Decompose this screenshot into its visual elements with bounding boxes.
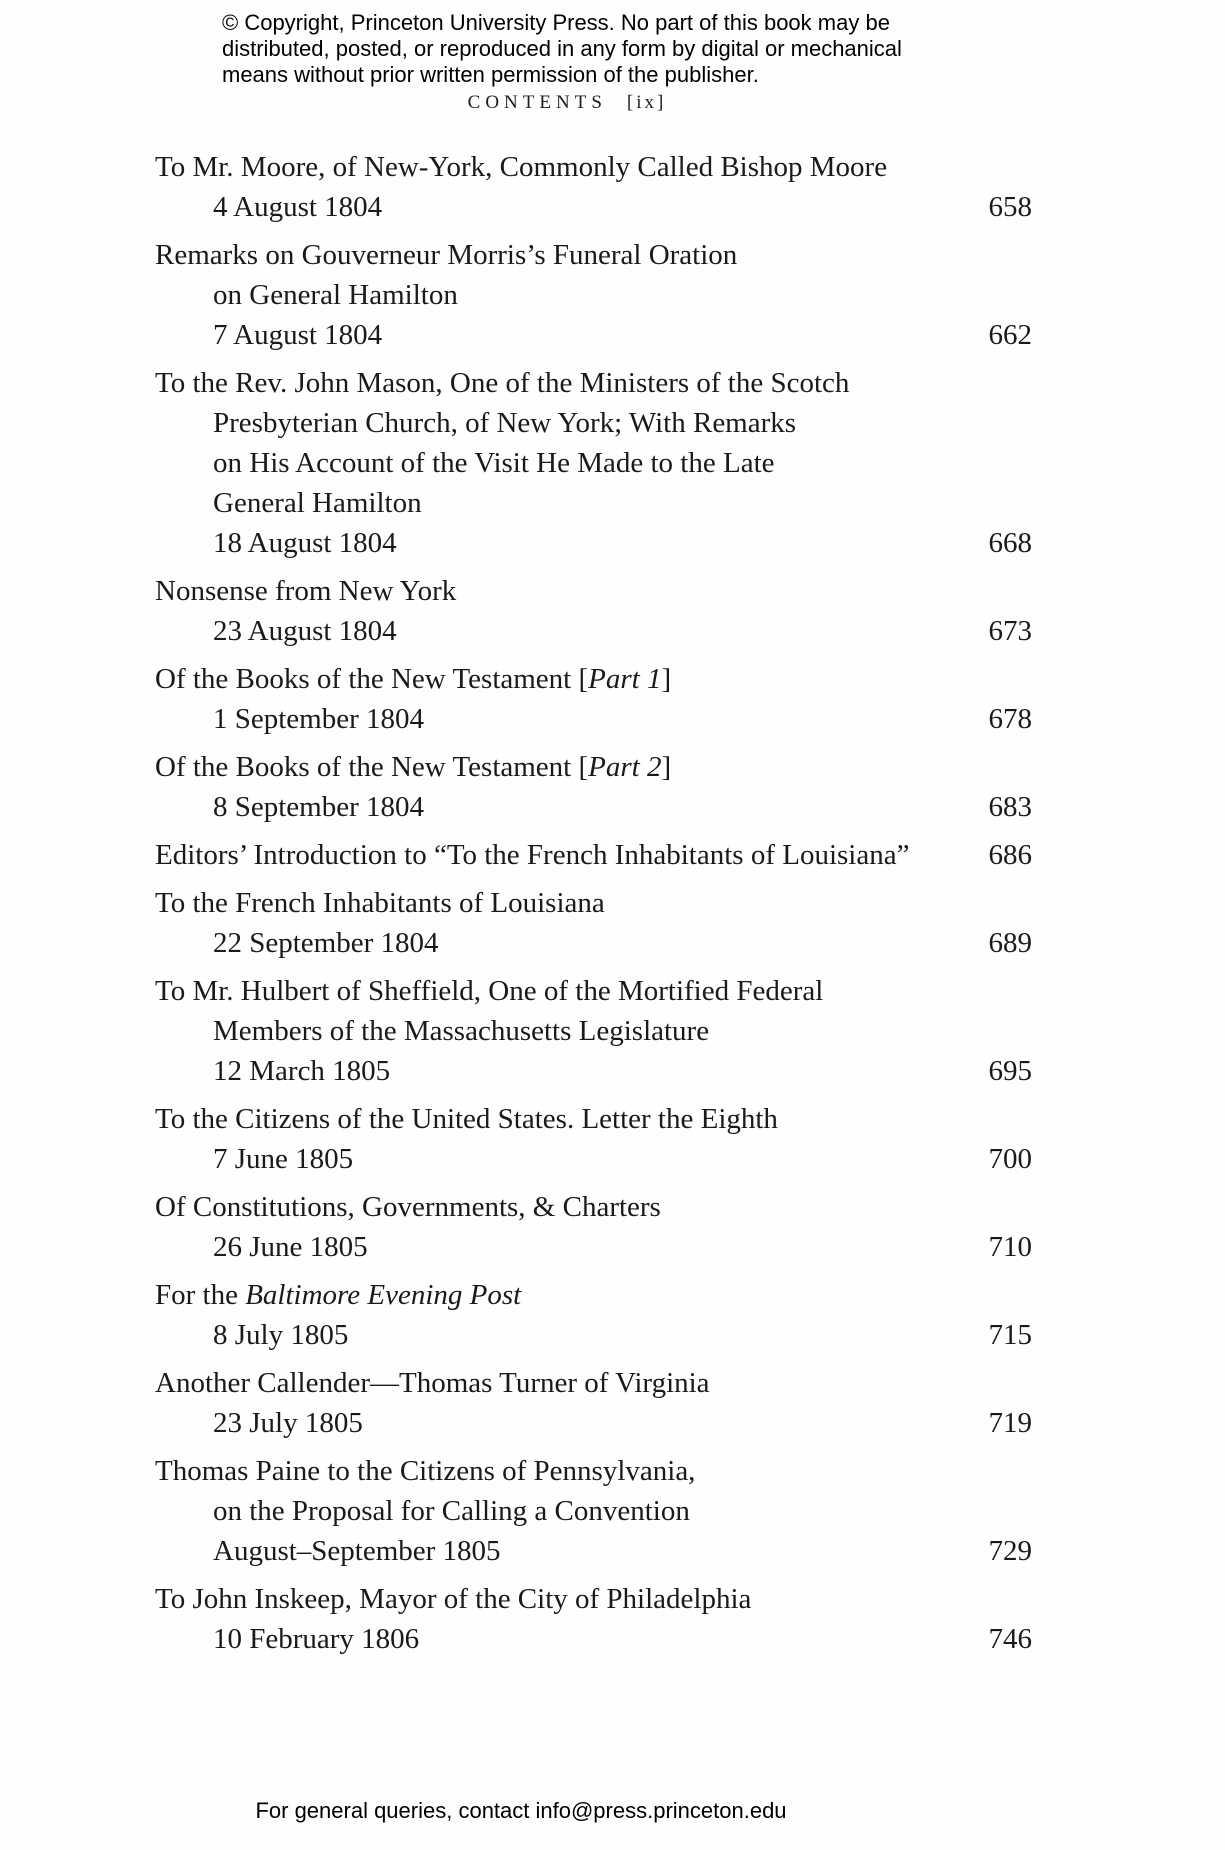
entry-text: To Mr. Moore, of New-York, Commonly Called Bishop Moore bbox=[155, 151, 888, 183]
entry-text: 23 July 1805 bbox=[213, 1407, 363, 1439]
entry-text: Remarks on Gouverneur Morris’s Funeral Oration bbox=[155, 239, 738, 271]
toc-entry bbox=[155, 235, 1032, 355]
toc-line bbox=[155, 1275, 1032, 1315]
entry-text: on General Hamilton bbox=[213, 279, 458, 311]
entry-text: 7 June 1805 bbox=[213, 1143, 354, 1175]
toc-line bbox=[155, 1531, 1032, 1571]
toc-line bbox=[155, 1363, 1032, 1403]
toc-line bbox=[155, 187, 1032, 227]
toc-line bbox=[155, 275, 1032, 315]
toc-line bbox=[155, 1491, 1032, 1531]
entry-text: General Hamilton bbox=[213, 487, 422, 519]
entry-text: 12 March 1805 bbox=[213, 1055, 391, 1087]
entry-text: 23 August 1804 bbox=[213, 615, 397, 647]
page-number: 700 bbox=[988, 1143, 1032, 1175]
toc-line bbox=[155, 1403, 1032, 1443]
entry-text: To John Inskeep, Mayor of the City of Philadelphia bbox=[155, 1583, 752, 1615]
toc-line bbox=[155, 147, 1032, 187]
page-number: 658 bbox=[988, 191, 1032, 223]
entry-text: 7 August 1804 bbox=[213, 319, 383, 351]
page-number: 715 bbox=[988, 1319, 1032, 1351]
entry-text: on His Account of the Visit He Made to the Late bbox=[213, 447, 775, 479]
entry-text: Nonsense from New York bbox=[155, 575, 457, 607]
entry-text: August–September 1805 bbox=[213, 1535, 501, 1567]
entry-text: 4 August 1804 bbox=[213, 191, 383, 223]
toc-line bbox=[155, 1051, 1032, 1091]
entry-text: Editors’ Introduction to “To the French Inhabitants of Louisiana” bbox=[155, 839, 910, 871]
page-number: 710 bbox=[988, 1231, 1032, 1263]
page-number: 719 bbox=[988, 1407, 1032, 1439]
toc-line bbox=[155, 787, 1032, 827]
toc-entry bbox=[155, 659, 1032, 739]
toc-line bbox=[155, 315, 1032, 355]
toc-line bbox=[155, 747, 1032, 787]
page-number: 729 bbox=[988, 1535, 1032, 1567]
toc-line bbox=[155, 923, 1032, 963]
toc-entry bbox=[155, 971, 1032, 1091]
toc-line bbox=[155, 403, 1032, 443]
toc-line bbox=[155, 443, 1032, 483]
entry-text: Of the Books of the New Testament [Part 1] bbox=[155, 663, 672, 695]
entry-text: Presbyterian Church, of New York; With Remarks bbox=[213, 407, 797, 439]
toc-line bbox=[155, 699, 1032, 739]
entry-text: Members of the Massachusetts Legislature bbox=[213, 1015, 710, 1047]
toc-line bbox=[155, 1099, 1032, 1139]
contents-heading: CONTENTS bbox=[467, 92, 607, 113]
page-number: 695 bbox=[988, 1055, 1032, 1087]
entry-text: on the Proposal for Calling a Convention bbox=[213, 1495, 690, 1527]
toc-entry bbox=[155, 883, 1032, 963]
running-head bbox=[468, 92, 667, 114]
copyright-notice bbox=[222, 10, 902, 88]
entry-text: To the Rev. John Mason, One of the Ministers of the Scotch bbox=[155, 367, 850, 399]
table-of-contents bbox=[155, 147, 1032, 1667]
page-number: 746 bbox=[988, 1623, 1032, 1655]
toc-line bbox=[155, 1451, 1032, 1491]
toc-entry bbox=[155, 1579, 1032, 1659]
toc-line bbox=[155, 483, 1032, 523]
toc-line bbox=[155, 1579, 1032, 1619]
entry-text: Thomas Paine to the Citizens of Pennsylvania, bbox=[155, 1455, 696, 1487]
toc-line bbox=[155, 883, 1032, 923]
toc-line bbox=[155, 1011, 1032, 1051]
toc-line bbox=[155, 1187, 1032, 1227]
page-number: 689 bbox=[988, 927, 1032, 959]
toc-line bbox=[155, 1315, 1032, 1355]
toc-line bbox=[155, 523, 1032, 563]
entry-text: 26 June 1805 bbox=[213, 1231, 368, 1263]
page-number: 683 bbox=[988, 791, 1032, 823]
toc-line bbox=[155, 1619, 1032, 1659]
entry-text: Another Callender—Thomas Turner of Virginia bbox=[155, 1367, 710, 1399]
toc-entry bbox=[155, 747, 1032, 827]
toc-line bbox=[155, 611, 1032, 651]
entry-text: 18 August 1804 bbox=[213, 527, 397, 559]
entry-text: To the French Inhabitants of Louisiana bbox=[155, 887, 605, 919]
toc-entry bbox=[155, 571, 1032, 651]
toc-entry bbox=[155, 363, 1032, 563]
page-number: 678 bbox=[988, 703, 1032, 735]
toc-entry bbox=[155, 1099, 1032, 1179]
entry-text: 1 September 1804 bbox=[213, 703, 425, 735]
toc-line bbox=[155, 971, 1032, 1011]
page-number: 673 bbox=[988, 615, 1032, 647]
toc-line bbox=[155, 659, 1032, 699]
toc-line bbox=[155, 835, 1032, 875]
entry-text: Of Constitutions, Governments, & Charters bbox=[155, 1191, 661, 1223]
toc-entry bbox=[155, 1363, 1032, 1443]
entry-text: 10 February 1806 bbox=[213, 1623, 420, 1655]
entry-text: 8 September 1804 bbox=[213, 791, 425, 823]
entry-text: For the Baltimore Evening Post bbox=[155, 1279, 522, 1311]
toc-line bbox=[155, 1139, 1032, 1179]
copyright-line: distributed, posted, or reproduced in any form by digital or mechanical bbox=[222, 36, 902, 61]
entry-text: To Mr. Hulbert of Sheffield, One of the Mortified Federal bbox=[155, 975, 824, 1007]
page-number: 662 bbox=[988, 319, 1032, 351]
toc-line bbox=[155, 363, 1032, 403]
entry-text: 8 July 1805 bbox=[213, 1319, 349, 1351]
toc-line bbox=[155, 1227, 1032, 1267]
entry-text: 22 September 1804 bbox=[213, 927, 439, 959]
toc-entry bbox=[155, 1275, 1032, 1355]
toc-entry bbox=[155, 835, 1032, 875]
page-folio: [ix] bbox=[626, 92, 667, 113]
toc-line bbox=[155, 235, 1032, 275]
toc-entry bbox=[155, 147, 1032, 227]
footer-queries-note: For general queries, contact info@press.princeton.edu bbox=[255, 1798, 787, 1823]
copyright-line: means without prior written permission of the publisher. bbox=[222, 62, 759, 87]
entry-text: Of the Books of the New Testament [Part 2] bbox=[155, 751, 672, 783]
toc-entry bbox=[155, 1187, 1032, 1267]
toc-entry bbox=[155, 1451, 1032, 1571]
page-number: 668 bbox=[988, 527, 1032, 559]
page-number: 686 bbox=[988, 839, 1032, 871]
toc-line bbox=[155, 571, 1032, 611]
copyright-line: © Copyright, Princeton University Press. No part of this book may be bbox=[222, 10, 890, 35]
entry-text: To the Citizens of the United States. Letter the Eighth bbox=[155, 1103, 778, 1135]
